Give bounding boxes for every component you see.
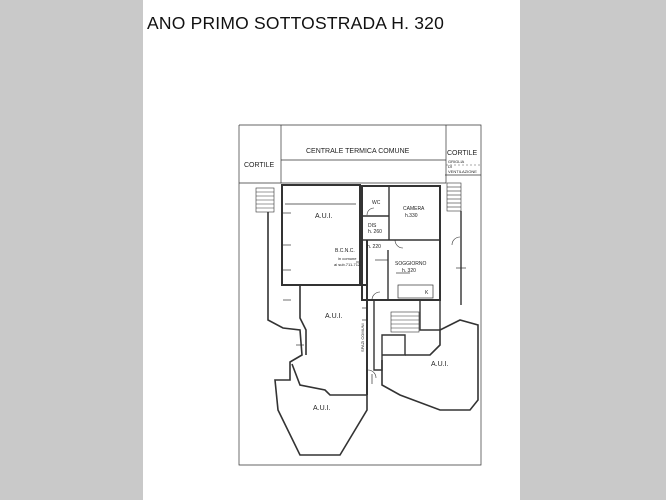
bcnc-common-label: in comune (338, 256, 357, 261)
grille-label-3: VENTILAZIONE (448, 169, 477, 174)
bcnc-label: B.C.N.C. (335, 248, 355, 254)
courtyard-right-label: CORTILE (447, 150, 478, 157)
aui-label-lower: A.U.I. (313, 405, 331, 412)
common-spaces-label: SPAZI COMUNI (360, 323, 365, 352)
dis-height-label: h. 260 (368, 229, 382, 235)
plot-boundary (239, 125, 481, 465)
aui-room-upper (282, 185, 360, 285)
page-title: ANO PRIMO SOTTOSTRADA H. 320 (147, 13, 445, 33)
bedroom-height-label: h.330 (405, 213, 418, 219)
courtyard-left-label: CORTILE (244, 162, 275, 169)
kitchen-label: K (425, 290, 429, 296)
dis-label: DIS (368, 223, 377, 229)
aui-label-middle: A.U.I. (325, 313, 343, 320)
living-room-height-label: h. 320 (402, 268, 416, 274)
bedroom-label: CAMERA (403, 206, 425, 212)
aui-label-right: A.U.I. (431, 361, 449, 368)
grille-label: GRIGLIA (448, 159, 465, 164)
aui-label-upper: A.U.I. (315, 213, 333, 220)
height-220-label: h. 220 (367, 244, 381, 250)
grille-label-2: DI (448, 164, 452, 169)
boiler-room-label: CENTRALE TERMICA COMUNE (306, 148, 410, 155)
aui-room-right (382, 320, 478, 410)
bcnc-sub-label: ai sub.711-712 (334, 262, 361, 267)
wc-label: WC (372, 200, 381, 206)
living-room-label: SOGGIORNO (395, 261, 427, 267)
